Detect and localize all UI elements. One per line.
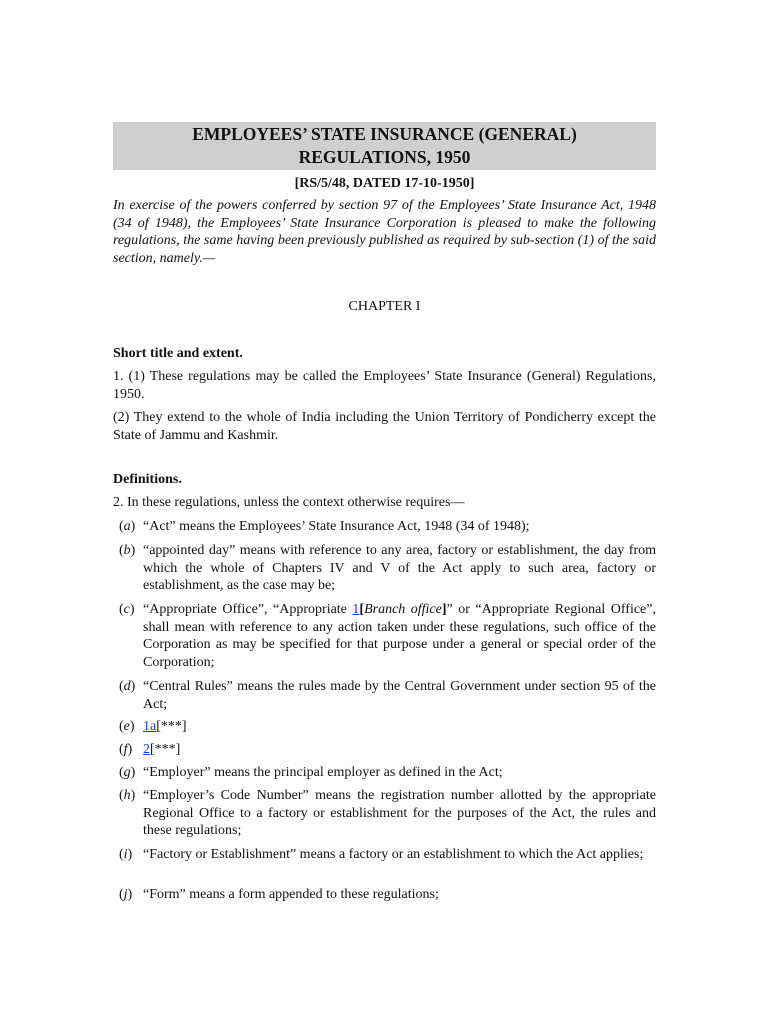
section-heading-short-title: Short title and extent.: [113, 346, 243, 361]
item-text: “Central Rules” means the rules made by the Central Government under section 95 of the Act;: [143, 679, 656, 712]
item-text: “Employer’s Code Number” means the registration number allotted by the appropriate Regional Office to a factory or establishment for the purposes of the Act, the rules and these regulations;: [143, 788, 656, 838]
item-text: 2[***]: [143, 742, 181, 757]
item-label: (b): [119, 543, 136, 558]
reference-line: [RS/5/48, DATED 17-10-1950]: [294, 176, 475, 191]
item-text: “Employer” means the principal employer as defined in the Act;: [143, 765, 503, 780]
preamble: In exercise of the powers conferred by section 97 of the Employees’ State Insurance Act, 1948 (34 of 1948), the Employees’ State Insurance Corporation is pleased to make the following regulations, the same having been previously published as required by sub-section (1) of the said section, namely.—: [113, 198, 656, 266]
item-text: 1a[***]: [143, 719, 187, 734]
chapter-heading: CHAPTER I: [348, 299, 421, 314]
footnote-link-1[interactable]: 1: [352, 602, 360, 617]
item-label: (e): [119, 719, 135, 734]
item-label: (d): [119, 679, 136, 694]
item-label: (a): [119, 519, 136, 534]
section-heading-definitions: Definitions.: [113, 472, 182, 487]
title-line-1: EMPLOYEES’ STATE INSURANCE (GENERAL): [192, 124, 577, 144]
title-line-2: REGULATIONS, 1950: [298, 147, 471, 167]
item-text: “Form” means a form appended to these regulations;: [143, 887, 439, 902]
item-label: (j): [119, 887, 133, 902]
item-label: (f): [119, 742, 133, 757]
item-label: (i): [119, 847, 133, 862]
item-label: (g): [119, 765, 136, 780]
item-label: (c): [119, 602, 135, 617]
definitions-intro: 2. In these regulations, unless the context otherwise requires—: [113, 495, 465, 510]
item-text: “Appropriate Office”, “Appropriate 1[Branch office]” or “Appropriate Regional Office”, shall mean with reference to any action taken under these regulations, such office of the Corporation as may be specified for that purpose under a general or special order of the Corporation;: [143, 602, 656, 670]
item-text: “Act” means the Employees’ State Insurance Act, 1948 (34 of 1948);: [143, 519, 530, 534]
footnote-link-1a[interactable]: 1a: [143, 719, 157, 734]
document-title: [113, 122, 656, 170]
item-text: “Factory or Establishment” means a factory or an establishment to which the Act applies;: [143, 847, 644, 862]
section1-paragraph-1: 1. (1) These regulations may be called the Employees’ State Insurance (General) Regulations, 1950.: [113, 369, 656, 402]
item-label: (h): [119, 788, 136, 803]
section1-paragraph-2: (2) They extend to the whole of India including the Union Territory of Pondicherry except the State of Jammu and Kashmir.: [113, 410, 656, 443]
item-text: “appointed day” means with reference to any area, factory or establishment, the day from which the whole of Chapters IV and V of the Act apply to such area, factory or establishment, as the case may be;: [143, 543, 656, 593]
footnote-link-2[interactable]: 2: [143, 742, 150, 757]
